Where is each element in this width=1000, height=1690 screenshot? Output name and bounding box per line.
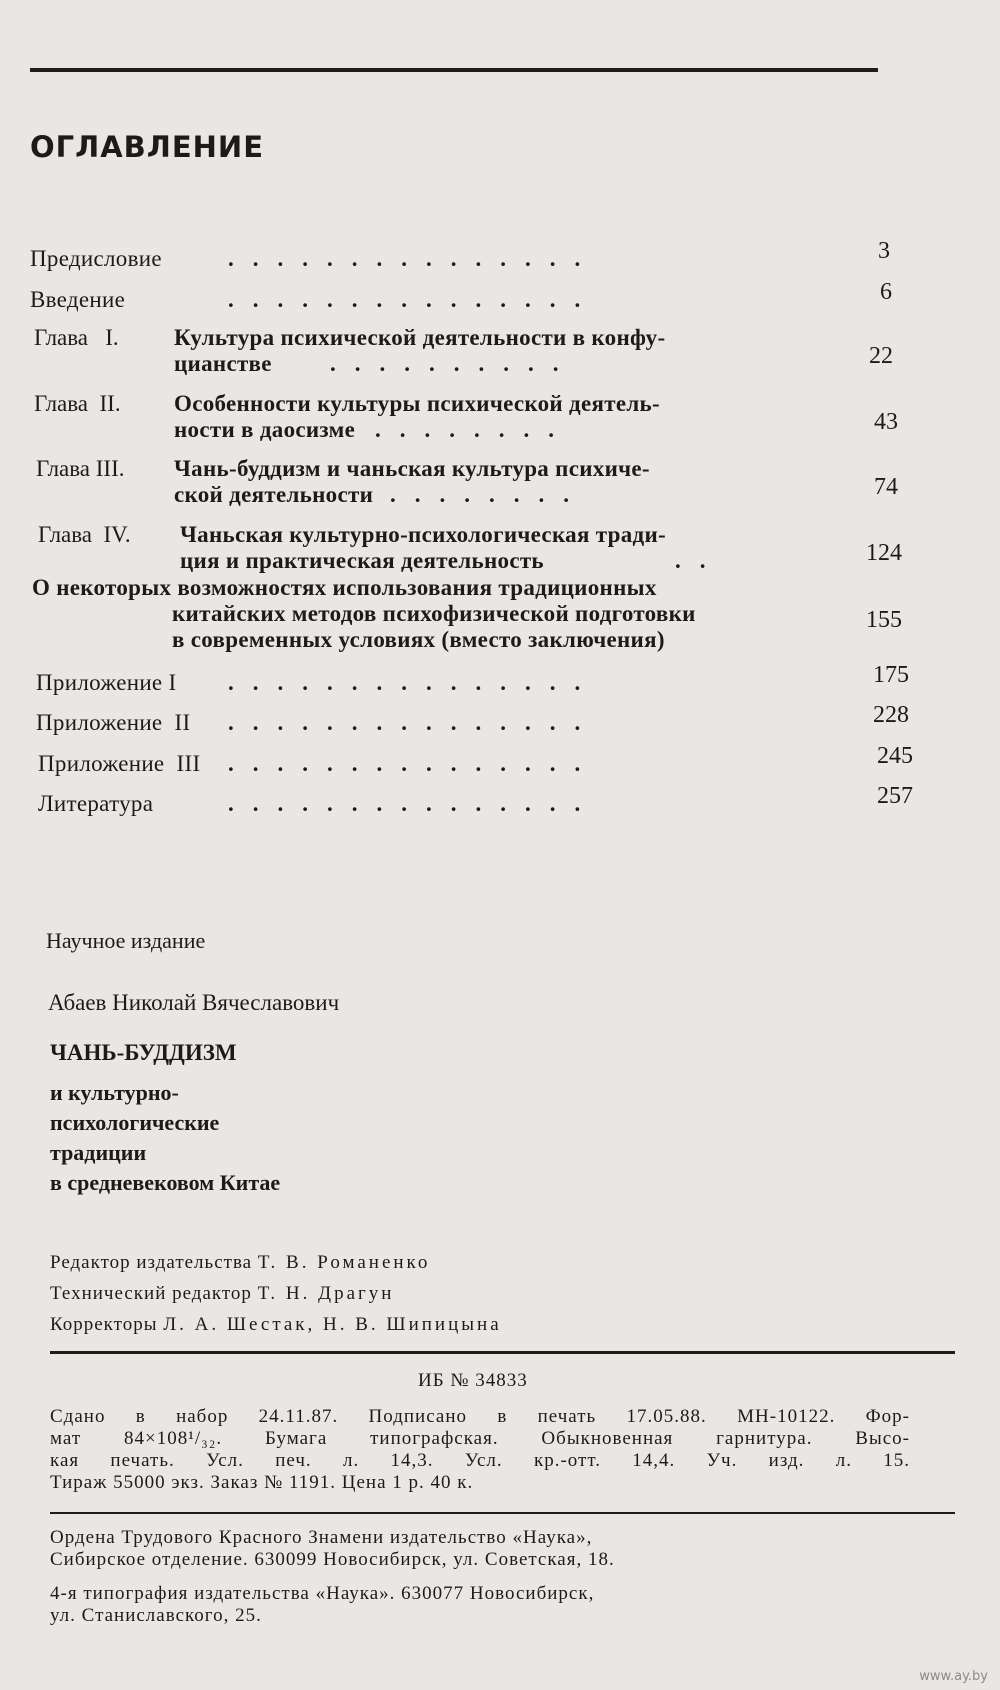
toc-title-line: Литература [38,791,154,816]
proofreaders-label: Корректоры [50,1314,158,1335]
toc-title-line: Приложение I [36,670,177,695]
imprint-rule-2 [50,1512,955,1514]
editor-label: Редактор издательства [50,1252,253,1273]
toc-page-number: 155 [866,607,902,633]
toc-title-line: Особенности культуры психической деятель- [174,391,660,416]
toc-page-number: 3 [878,238,890,264]
toc-title-line: Приложение II [36,710,191,735]
edition-type: Научное издание [46,928,206,953]
toc-title-line: Чаньская культурно-психологическая тради- [180,522,666,547]
toc-dot-leader: ............... [228,670,600,695]
toc-dot-leader: ............... [228,791,600,816]
printer-line: 4-я типография издательства «Наука». 630077 Новосибирск, [50,1583,595,1604]
toc-entry-title [38,751,200,777]
toc-dot-leader: ........ [390,482,588,507]
toc-chapter-label: Глава III. [36,456,125,481]
tech-editor-label: Технический редактор [50,1283,252,1304]
watermark: www.ay.by [919,1669,988,1684]
publisher-line: Сибирское отделение. 630099 Новосибирск, ул. Советская, 18. [50,1549,615,1570]
print-line: мат 84×108¹/₃₂. Бумага типографская. Обыкновенная гарнитура. Высо- [50,1428,910,1449]
toc-entry-title [30,287,125,313]
print-line: Тираж 55000 экз. Заказ № 1191. Цена 1 р. 40 к. [50,1472,474,1493]
toc-title-line: ности в даосизме [174,417,356,442]
toc-dot-leader: ............... [228,287,600,312]
toc-title-line: цианстве [174,351,272,376]
print-line: Сдано в набор 24.11.87. Подписано в печать 17.05.88. МН-10122. Фор- [50,1406,910,1427]
toc-title-line: в современных условиях (вместо заключения) [172,627,665,652]
toc-dot-leader: ............... [228,246,600,271]
ib-number: ИБ № 34833 [418,1370,528,1391]
proofreaders-credit [50,1314,502,1336]
toc-page-number: 74 [874,474,898,500]
toc-dot-leader: .......... [330,351,578,376]
toc-title-line: Введение [30,287,126,312]
editor-credit [50,1252,430,1274]
tech-editor-credit [50,1283,394,1305]
toc-page-number: 6 [880,279,892,305]
toc-entry-title [38,791,153,817]
toc-page-number: 43 [874,409,898,435]
toc-title-line: Культура психической деятельности в конфу- [174,325,666,350]
toc-entry-title [36,710,190,736]
toc-title-line: китайских методов психофизической подготовки [172,601,696,626]
toc-entry-title [32,575,696,653]
toc-page-number: 228 [873,702,909,728]
subtitle-line: традиции [50,1140,147,1165]
subtitle-line: психологические [50,1110,220,1135]
subtitle-line: в средневековом Китае [50,1170,281,1195]
toc-page-number: 245 [877,743,913,769]
toc-chapter-label: Глава IV. [38,522,131,547]
toc-entry-title [180,522,666,574]
subtitle-line: и культурно- [50,1080,179,1105]
toc-entry-title [36,670,176,696]
editor-name: Т. В. Романенко [257,1252,431,1273]
toc-dot-leader: ........ [375,417,573,442]
toc-title-line: О некоторых возможностях использования традиционных [32,575,657,600]
toc-dot-leader: ............... [228,710,600,735]
toc-entry-title [30,246,162,272]
publisher-line: Ордена Трудового Красного Знамени издательство «Наука», [50,1527,593,1548]
tech-editor-name: Т. Н. Драгун [257,1283,395,1304]
print-details [50,1406,910,1494]
toc-title-line: Приложение III [38,751,201,776]
print-line: кая печать. Усл. печ. л. 14,3. Усл. кр.-отт. 14,4. Уч. изд. л. 15. [50,1450,910,1471]
toc-title-line: Чань-буддизм и чаньская культура психиче- [174,456,650,481]
toc-page-number: 175 [873,662,909,688]
toc-title-line: ской деятельности [174,482,374,507]
toc-dot-leader: ............... [228,751,600,776]
proofreaders-names: Л. А. Шестак, Н. В. Шипицына [163,1314,502,1335]
book-title: ЧАНЬ-БУДДИЗМ [50,1040,237,1065]
toc-page-number: 124 [866,540,902,566]
book-subtitle [50,1078,280,1198]
toc-page-number: 22 [869,343,893,369]
toc-chapter-label: Глава II. [34,391,121,416]
toc-title-line: Предисловие [30,246,162,271]
toc-chapter-label: Глава I. [34,325,119,350]
contents-heading: ОГЛАВЛЕНИЕ [30,130,265,164]
toc-page-number: 257 [877,783,913,809]
publisher-details [50,1527,910,1571]
toc-dot-leader: .. [675,548,725,573]
imprint-rule-1 [50,1351,955,1354]
toc-title-line: ция и практическая деятельность [180,548,544,573]
top-rule [30,68,878,72]
printer-line: ул. Станиславского, 25. [50,1605,262,1626]
printer-details [50,1583,910,1627]
author-name: Абаев Николай Вячеславович [48,990,340,1015]
